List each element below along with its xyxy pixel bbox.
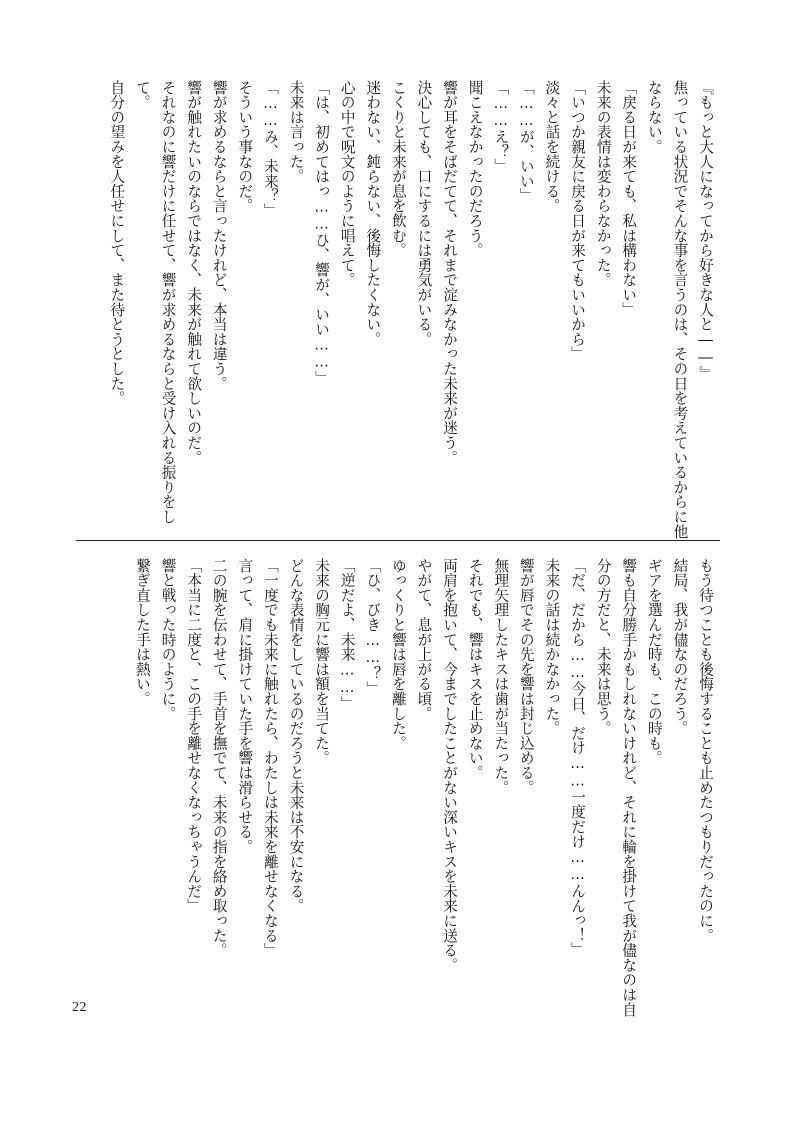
text-line: 心の中で呪文のように唱えて。 — [338, 80, 356, 288]
text-line: 未来の話は続かなかった。 — [543, 558, 561, 736]
text-line: こくりと未来が息を飲む。 — [389, 80, 407, 258]
text-line: ゆっくりと響は唇を離した。 — [389, 558, 407, 751]
text-line: そういう事なのだ。 — [236, 80, 254, 214]
text-line: 「いつか親友に戻る日が来てもいいから」 — [569, 80, 587, 362]
text-line: 「だ、だから……今日、だけ……一度だけ……んんっ！」 — [569, 558, 587, 958]
text-line: 「……が、いい」 — [517, 80, 535, 204]
text-line: ギアを選んだ時も、この時も。 — [645, 558, 663, 766]
text-line: 自分の望みを人任せにして、また待とうとした。 — [108, 80, 126, 406]
text-line: やがて、息が上がる頃。 — [415, 558, 433, 721]
bottom-text-column — [78, 558, 718, 1018]
text-line: 未来の胸元に響は額を当てた。 — [313, 558, 331, 766]
top-text-column — [78, 80, 718, 540]
text-line: 響が耳をそばだてて、それまで淀みなかった未来が迷う。 — [441, 80, 459, 465]
text-line: 「……み、未来？」 — [261, 80, 279, 218]
text-line: 「……え？」 — [492, 80, 510, 174]
text-line: 「本当に二度と、この手を離せなくなっちゃうんだ」 — [185, 558, 203, 914]
text-line: 「一度でも未来に触れたら、わたしは未来を離せなくなる」 — [261, 558, 279, 958]
text-line: 未来の表情は変わらなかった。 — [594, 80, 612, 288]
page-number: 22 — [72, 1000, 87, 1015]
text-line: 響が触れたいのならではなく、未来が触れて欲しいのだ。 — [185, 80, 203, 465]
text-line: 「は、初めてはっ……ひ、響が、いい……」 — [313, 80, 331, 386]
text-line: それでも、響はキスを止めない。 — [466, 558, 484, 780]
text-line: 二の腕を伝わせて、手首を撫でて、未来の指を絡め取った。 — [210, 558, 228, 958]
text-line: 分の方だと、未来は思う。 — [594, 558, 612, 736]
text-line: 無理矢理したキスは歯が当たった。 — [492, 558, 510, 795]
text-line: 焦っている状況でそんな事を言うのは、その日を考えているからに他 — [671, 80, 689, 539]
text-line: 響も自分勝手かもしれないけれど、それに輪を掛けて我が儘なのは自 — [620, 558, 638, 1017]
text-line: 聞こえなかったのだろう。 — [466, 80, 484, 258]
text-line: どんな表情をしているのだろうと未来は不安になる。 — [287, 558, 305, 914]
text-line: 決心しても、口にするには勇気がいる。 — [415, 80, 433, 347]
text-line: 結局、我が儘なのだろう。 — [671, 558, 689, 736]
text-line: 淡々と話を続ける。 — [543, 80, 561, 214]
text-line: 「戻る日が来ても、私は構わない」 — [620, 80, 638, 317]
text-line: 響と戦った時のように。 — [159, 558, 177, 721]
column-divider — [76, 540, 720, 541]
text-line: 「逆だよ、未来……」 — [338, 558, 356, 711]
text-line: 未来は言った。 — [287, 80, 305, 184]
text-line: 「ひ、びき……？」 — [364, 558, 382, 696]
text-line: もう待つことも後悔することも止めたつもりだったのに。 — [697, 558, 714, 943]
text-line: 繋ぎ直した手は熱い。 — [133, 558, 151, 706]
text-line: 響が求めるならと言ったけれど、本当は違う。 — [210, 80, 228, 391]
text-line: 両肩を抱いて、今までしたことがない深いキスを未来に送る。 — [441, 558, 459, 973]
text-line: ならない。 — [645, 80, 663, 154]
text-line: それなのに響だけに任せて、響が求めるならと受け入れる振りをして。 — [133, 80, 177, 524]
text-line: 言って、肩に掛けていた手を響は滑らせる。 — [236, 558, 254, 854]
text-line: 『もっと大人になってから好きな人と――』 — [697, 80, 714, 381]
text-line: 迷わない、鈍らない、後悔したくない。 — [364, 80, 382, 347]
text-line: 響が唇でその先を響は封じ込める。 — [517, 558, 535, 795]
